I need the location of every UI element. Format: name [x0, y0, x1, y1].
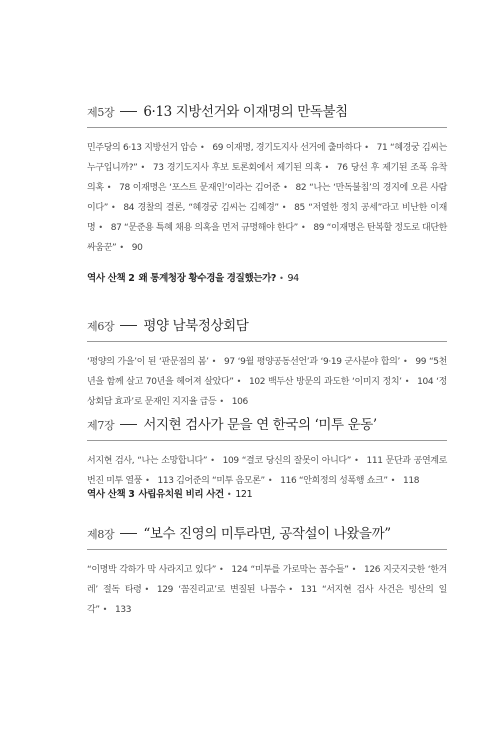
chapter-dash — [120, 533, 137, 534]
walk-label: 역사 산책 2 — [87, 273, 135, 284]
walk-page: 121 — [235, 489, 253, 500]
history-walk-3[interactable]: 역사 산책 3 사립유치원 비리 사건 • 121 — [87, 489, 253, 500]
toc-entry[interactable]: 경찰의 결론, “혜경궁 김씨는 김혜경” • 85 — [137, 203, 305, 213]
chapter-title: 서지현 검사가 문을 연 한국의 ‘미투 운동’ — [143, 417, 377, 433]
chapter-5 — [87, 100, 447, 258]
toc-entry[interactable]: 경기도지사 후보 토론회에서 제기된 의혹 • 76 — [166, 163, 348, 173]
chapter-entries — [87, 451, 447, 491]
toc-entry[interactable]: 당선 후 제기된 조폭 유착 의혹 • 78 — [87, 163, 447, 193]
chapter-label: 제6장 — [87, 320, 115, 333]
chapter-heading — [87, 100, 447, 128]
chapter-entries — [87, 352, 447, 412]
chapter-title: 평양 남북정상회담 — [143, 318, 249, 334]
toc-entry[interactable]: 지긋지긋한 ‘한겨레’ 절독 타령 • 129 — [87, 565, 447, 595]
toc-entry[interactable]: ‘꼼진리교’로 변질된 나꼼수 • 131 — [178, 585, 317, 595]
chapter-label: 제8장 — [87, 528, 115, 541]
toc-entry[interactable]: “이재명은 탄복할 정도로 대단한 싸움꾼” • 90 — [87, 223, 448, 253]
walk-title: 사립유치원 비리 사건 — [138, 489, 224, 500]
chapter-label: 제7장 — [87, 419, 115, 432]
history-walk-2[interactable]: 역사 산책 2 왜 통계청장 황수경을 경질했는가? • 94 — [87, 273, 299, 284]
toc-entry[interactable]: 김어준의 “미투 음모론” • 116 — [176, 476, 297, 486]
toc-entry[interactable]: “혜경궁 김씨는 누구입니까?” • 73 — [87, 143, 447, 173]
walk-page: 94 — [287, 273, 299, 284]
toc-entry[interactable]: “나는 ‘만독불침’의 경지에 오른 사람이다” • 84 — [87, 183, 448, 213]
chapter-label: 제5장 — [87, 106, 115, 119]
toc-entry[interactable]: “저열한 정치 공세”라고 비난한 이재명 • 87 — [87, 203, 447, 233]
toc-entry[interactable]: 문단과 공연계로 번진 미투 열풍 • 113 — [87, 456, 447, 486]
chapter-title: “보수 진영의 미투라면, 공작설이 나왔을까” — [143, 526, 391, 542]
chapter-dash — [120, 325, 137, 326]
toc-entry[interactable]: “서지현 검사 사건은 빙산의 일각” • 133 — [87, 585, 448, 615]
walk-title: 왜 통계청장 황수경을 경질했는가? — [138, 273, 277, 284]
toc-entry[interactable]: 이재명, 경기도지사 선거에 출마하다 • 71 — [225, 143, 388, 153]
toc-entry[interactable]: 서지현 검사, “나는 소망합니다” • 109 — [87, 456, 239, 466]
walk-label: 역사 산책 3 — [87, 489, 135, 500]
toc-entry[interactable]: 민주당의 6·13 지방선거 압승 • 69 — [87, 143, 224, 153]
toc-entry[interactable]: “5천 년을 함께 살고 70년을 헤어져 살았다” • 102 — [87, 357, 448, 387]
chapter-7 — [87, 413, 447, 491]
chapter-heading — [87, 522, 447, 550]
toc-entry[interactable]: 백두산 방문의 과도한 ‘이미지 정치’ • 104 — [268, 377, 434, 387]
chapter-entries — [87, 138, 447, 258]
chapter-dash — [120, 111, 137, 112]
toc-entry[interactable]: “안희정의 성폭행 쇼크” • 118 — [298, 476, 420, 486]
chapter-title: 6·13 지방선거와 이재명의 만독불침 — [143, 104, 348, 120]
chapter-6 — [87, 314, 447, 412]
toc-entry[interactable]: ‘9월 평양공동선언’과 ‘9·19 군사분야 합의’ • 99 — [237, 357, 427, 367]
chapter-entries — [87, 560, 447, 620]
chapter-8 — [87, 522, 447, 620]
toc-entry[interactable]: ‘평양의 가을’이 된 ‘판문점의 봄’ • 97 — [87, 357, 235, 367]
chapter-dash — [120, 424, 137, 425]
toc-entry[interactable]: “결코 당신의 잘못이 아니다” • 111 — [241, 456, 383, 466]
toc-entry[interactable]: “미투를 가로막는 꼼수들” • 126 — [250, 565, 381, 575]
toc-entry[interactable]: 이재명은 ‘포스트 문재인’이라는 김어준 • 82 — [132, 183, 307, 193]
chapter-heading — [87, 413, 447, 441]
toc-entry[interactable]: “문준용 특혜 채용 의혹을 먼저 규명해야 한다” • 89 — [124, 223, 325, 233]
toc-entry[interactable]: “이명박 각하가 막 사라지고 있다” • 124 — [87, 565, 248, 575]
chapter-heading — [87, 314, 447, 342]
toc-entry[interactable]: ‘정상회담 효과’로 문재인 지지율 급등 • 106 — [87, 377, 448, 407]
